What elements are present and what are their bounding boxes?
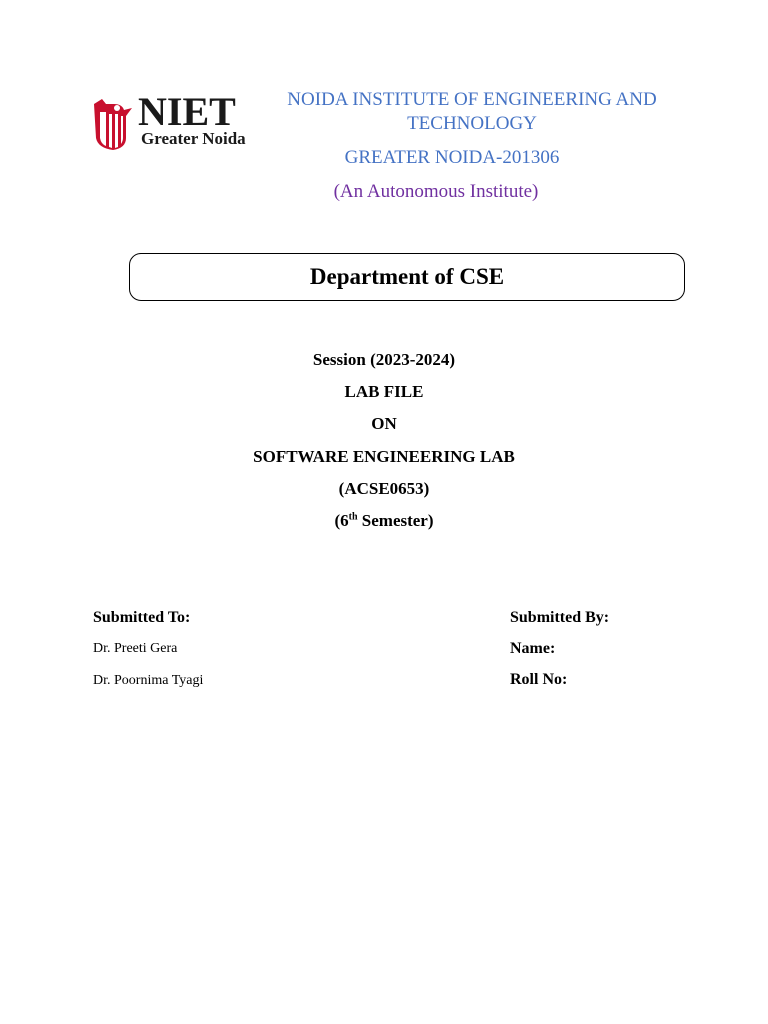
submitted-by-heading: Submitted By: [510,609,610,626]
logo-wordmark: NIET [138,89,236,134]
department-box [129,253,685,301]
lab-file-line: LAB FILE [344,382,424,401]
roll-number-label: Roll No: [510,671,568,688]
semester-close: Semester) [357,511,434,530]
student-name-label: Name: [510,640,556,657]
institute-autonomous-note: (An Autonomous Institute) [333,181,539,202]
semester-line [0,511,768,531]
submitted-to-heading: Submitted To: [93,609,191,626]
department-title: Department of CSE [309,264,505,289]
institute-name-line1: NOIDA INSTITUTE OF ENGINEERING AND [287,89,657,110]
on-line: ON [371,414,397,433]
faculty-name: Dr. Preeti Gera [93,641,178,656]
session-line: Session (2023-2024) [312,350,456,369]
semester-open: (6 [334,511,349,530]
logo-subtitle: Greater Noida [141,129,246,148]
institute-name-line2: TECHNOLOGY [407,113,537,134]
subject-line: SOFTWARE ENGINEERING LAB [253,447,515,466]
institute-city: GREATER NOIDA-201306 [344,147,560,168]
course-code-line: (ACSE0653) [338,479,430,498]
faculty-name: Dr. Poornima Tyagi [93,673,204,688]
semester-ordinal-suffix: th [348,511,358,523]
niet-logo [92,89,252,156]
niet-emblem-icon [92,98,134,150]
